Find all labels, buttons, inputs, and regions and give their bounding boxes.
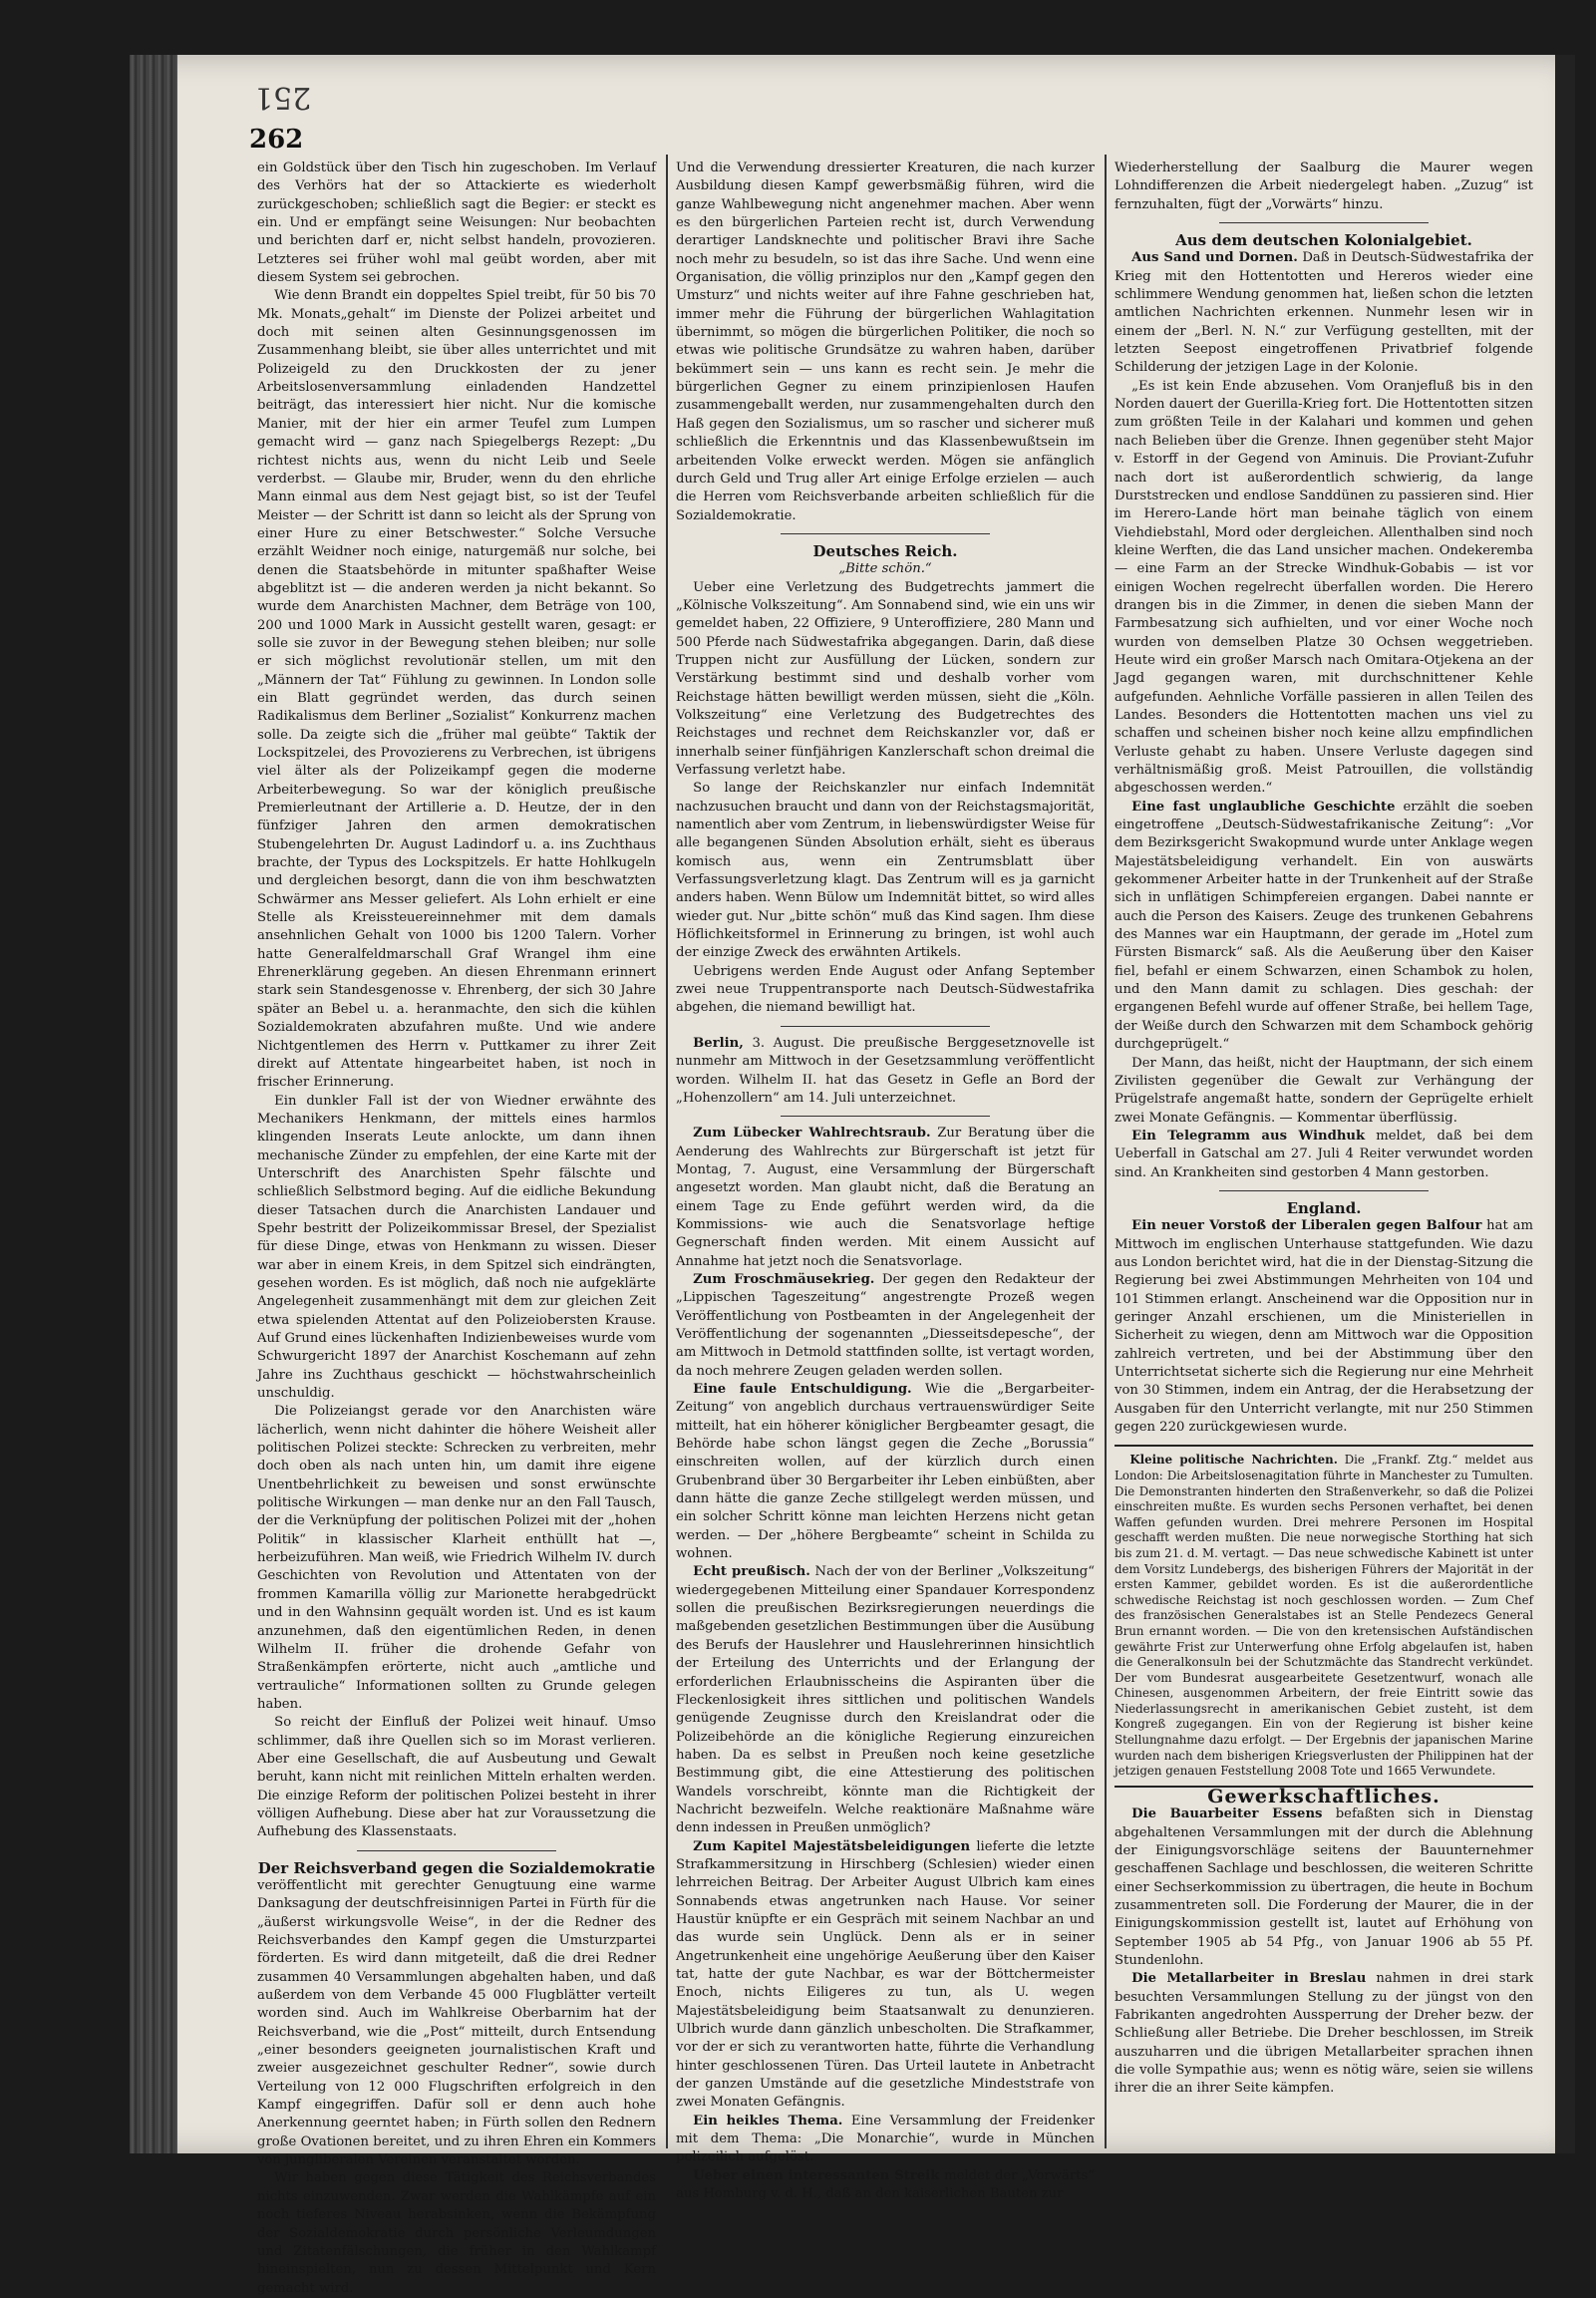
body-text: meldet, daß bei dem Ueberfall in Gatschal am 27. Juli 4 Reiter verwundet worden sind. An Krankheiten sind gestorben 4 Mann gestorben. <box>1115 1128 1533 1180</box>
lead-text: Die Metallarbeiter in Breslau <box>1131 1971 1367 1987</box>
column-1 <box>257 160 656 2296</box>
body-text: Der gegen den Redakteur der „Lippischen Tageszeitung“ angestrengte Prozeß wegen Veröffentlichung von Postbeamten in der Angelegenheit der Veröffentlichung der sogenannten „Diesseitsdepesche“, der am Mittwoch in Detmold stattfinden sollte, ist vertagt worden, da noch mehrere Zeugen geladen werden sollen. <box>676 1271 1095 1379</box>
lead-text: Ein heikles Thema. <box>693 2113 843 2129</box>
page-number: 262 <box>249 125 304 155</box>
lead-text: Eine fast unglaubliche Geschichte <box>1131 799 1396 815</box>
article-paragraph: Der Mann, das heißt, nicht der Hauptmann, der sich einem Zivilisten gegenüber die Gewalt zur Verhängung der Prügelstrafe angemaßt hatte, sondern der Geprügelte erhielt zwei Monate Gefängnis. — Kommentar überflüssig. <box>1115 1055 1533 1126</box>
article-paragraph <box>676 1035 1095 1108</box>
column-rule-2 <box>1105 155 1107 2148</box>
article-paragraph <box>1115 799 1533 1055</box>
article-paragraph <box>1115 1217 1533 1437</box>
article-paragraph <box>1115 1970 1533 2098</box>
body-text: lieferte die letzte Strafkammersitzung in Hirschberg (Schlesien) wieder einen lehrreichen Beitrag. Der Arbeiter August Ulbrich kam eines Sonnabends etwas angetrunken nach Hause. Vor seiner Haustür knüpfte er ein Gespräch mit seinem Nachbar an und das wurde sein Unglück. Denn als er in seiner Angetrunkenheit eine ungehörige Aeußerung über den Kaiser tat, hatte der gute Nachbar, es war der Böttchermeister Enoch, nichts Eiligeres zu tun, als U. wegen Majestätsbeleidigung beim Staatsanwalt zu denunzieren. Ulbrich wurde dann gänzlich unbescholten. Die Strafkammer, vor der er sich zu verantworten hatte, führte die Verhandlung hinter geschlossenen Türen. Das Urteil lautete in Anbetracht der ganzen Umstände auf die gesetzliche Mindeststrafe von zwei Monaten Gefängnis. <box>676 1838 1095 2111</box>
article-paragraph: veröffentlicht mit gerechter Genugtuung eine warme Danksagung der deutschfreisinnigen Partei in Fürth für die „äußerst wirkungsvolle Weise“, in der die Redner des Reichsverbandes den Kampf gegen die Umsturzpartei förderten. Es wird dann mitgeteilt, daß die drei Redner zusammen 40 Versammlungen abgehalten haben, und daß außerdem von dem Verbande 45 000 Flugblätter verteilt worden sind. Auch im Wahlkreise Oberbarnim hat der Reichsverband, wie die „Post“ mitteilt, durch Entsendung „einer besonders geeigneten journalistischen Kraft und zweier ausgezeichnet geschulter Redner“, sowie durch Verteilung von 12 000 Flugschriften erfolgreich in den Kampf eingegriffen. Dafür soll er denn auch hohe Anerkennung geerntet haben; in Fürth sollen den Rednern große Ovationen bereitet, und zu ihren Ehren ein Kommers von jungliberalen Vereinen veranstaltet worden. <box>257 1877 656 2168</box>
body-text: nahmen in drei stark besuchten Versammlungen Stellung zu der jüngst von den Fabrikanten angedrohten Aussperrung der Dreher bezw. der Schließung aller Betriebe. Die Dreher beschlossen, im Streik auszuharren und die übrigen Metallarbeiter sprachen ihnen die volle Sympathie aus; wenn es nötig wäre, seien sie willens ihrer die an ihrer Seite kämpfen. <box>1115 1971 1533 2097</box>
column-2 <box>676 160 1095 2202</box>
section-heading: Deutsches Reich. <box>812 541 958 560</box>
book-binding <box>130 55 177 2153</box>
lead-text: Ueber einen interessanten Streik <box>693 2167 940 2183</box>
article-paragraph: Die Polizeiangst gerade vor den Anarchisten wäre lächerlich, wenn nicht dahinter die höhere Weisheit aller politischen Polizei steckte: Schrecken zu verbreiten, mehr doch oben als nach unten hin, um damit ihre eigene Unentbehrlichkeit zu beweisen und sonst erwünschte politische Wirkungen — man denke nur an den Fall Tausch, der die Verknüpfung der politischen Polizei mit der „hohen Politik“ in klassischer Klarheit enthüllt hat —, herbeizuführen. Man weiß, wie Friedrich Wilhelm IV. durch Geschichten von Revolution und Attentaten von der frommen Kamarilla völlig zur Marionette herabgedrückt und in den Wahnsinn gequält worden ist. Und es ist kaum anzunehmen, daß den eigentümlichen Reden, in denen Wilhelm II. früher die drohende Gefahr von Straßenkämpfen erörterte, nicht auch „amtliche und vertrauliche“ Informationen sollten zu Grunde gelegen haben. <box>257 1404 656 1712</box>
article-paragraph <box>1115 249 1533 377</box>
body-text: befaßten sich in Dienstag abgehaltenen Versammlungen mit der durch die Ablehnung der Einigungsvorschläge seitens der Bauunternehmer geschaffenen Sachlage und beschlossen, die weiteren Schritte einer Sechserkommission zu übertragen, die heute in Bochum zusammentreten soll. Die Forderung der Maurer, die in der Einigungskommission gestellt ist, lautet auf Erhöhung von September 1905 ab 54 Pfg., von Januar 1906 ab 55 Pf. Stundenlohn. <box>1115 1806 1533 1968</box>
article-paragraph <box>1115 1806 1533 1970</box>
column-rule-1 <box>666 155 668 2148</box>
article-paragraph: Und die Verwendung dressierter Kreaturen, die nach kurzer Ausbildung diesen Kampf gewerbsmäßig führen, wird die ganze Wahlbewegung nicht angenehmer machen. Aber wenn es den bürgerlichen Parteien recht ist, durch Verwendung derartiger Landsknechte und politischer Bravi ihre Sache noch mehr zu besudeln, so ist das ihre Sache. Und wenn eine Organisation, die völlig prinziplos nur den „Kampf gegen den Umsturz“ und nichts weiter auf ihre Fahne geschrieben hat, immer mehr die Führung der bürgerlichen Wahlagitation übernimmt, so mögen die bürgerlichen Politiker, die noch so etwas wie politische Grundsätze zu wahren haben, darüber bekümmert sein — uns kann es recht sein. Je mehr die bürgerlichen Gegner zu einem prinzipienlosen Haufen zusammengeballt werden, nur zusammengehalten durch den Haß gegen den Sozialismus, um so rascher und sicherer muß schließlich die Erkenntnis und das Klassenbewußtsein im arbeitenden Volke erweckt werden. Mögen sie anfänglich durch Geld und Trug aller Art einige Erfolge erzielen — auch die Herren vom Reichsverbande arbeiten schließlich für die Sozialdemokratie. <box>676 161 1095 523</box>
separator <box>1219 1190 1429 1191</box>
article-paragraph: Ein dunkler Fall ist der von Wiedner erwähnte des Mechanikers Henkmann, der mittels eines harmlos klingenden Inserats Leute anlockte, um dann ihnen mechanische Zünder zu empfehlen, der eine Karte mit der Unterschrift des Anarchisten Spehr fälschte und schließlich Selbstmord beging. Auf die eidliche Bekundung dieser Tatsachen durch die Anarchisten Landauer und Spehr bestritt der Polizeikommissar Bresel, der Spezialist für diese Dinge, etwas von Henkmann zu wissen. Dieser war aber in einem Kreis, in dem Spitzel sich eindrängten, gesehen worden. Es ist möglich, daß noch nie aufgeklärte Angelegenheit zusammenhängt mit dem zur gleichen Zeit etwa spielenden Attentat auf den Polizeiobersten Krause. Auf Grund eines lückenhaften Indizienbeweises wurde vom Schwurgericht 1897 der Anarchist Koschemann auf zehn Jahre ins Zuchthaus geschickt — höchstwahrscheinlich unschuldig. <box>257 1093 656 1402</box>
page-spine <box>1555 55 1575 2153</box>
lead-text: Zum Lübecker Wahlrechtsraub. <box>693 1126 931 1142</box>
lead-text: Aus Sand und Dornen. <box>1131 250 1298 266</box>
separator <box>781 1026 990 1027</box>
section-heading: Aus dem deutschen Kolonialgebiet. <box>1175 231 1472 250</box>
body-text: Daß in Deutsch-Südwestafrika der Krieg mit den Hottentotten und Hereros wieder eine schlimmere Wendung genommen hat, ließen schon die letzten amtlichen Nachrichten erkennen. Nunmehr lesen wir in einem der „Berl. N. N.“ zur Verfügung gestellten, mit der letzten Seepost eingetroffenen Privatbrief folgende Schilderung der jetzigen Lage in der Kolonie. <box>1115 250 1533 376</box>
article-paragraph: Wiederherstellung der Saalburg die Maurer wegen Lohndifferenzen die Arbeit niedergelegt haben. „Zuzug“ ist fernzuhalten, fügt der „Vorwärts“ hinzu. <box>1115 161 1533 212</box>
article-paragraph: Wir haben gegen diese Tätigkeit des Reichsverbandes nichts einzuwenden. Zwar werden die Wahlkämpfe auf ein noch tieferes Niveau herabsinken, wenn die Bekämpfung der Sozialdemokratie durch persönliche Verleumdungen und Zitatenfälschungen, die früher in den Wahlkampf hineinspielten, nun zu dessen Mittelpunkt und Kern gemacht wird. <box>257 2170 656 2296</box>
separator <box>781 1116 990 1117</box>
article-paragraph: So reicht der Einfluß der Polizei weit hinauf. Umso schlimmer, daß ihre Quellen sich so im Morast verlieren. Aber eine Gesellschaft, die auf Ausbeutung und Gewalt beruht, kann nicht mit reinlichen Mitteln erhalten werden. Die einzige Reform der politischen Polizei besteht in ihrer völligen Aufhebung. Diese aber hat zur Voraussetzung die Aufhebung des Klassenstaats. <box>257 1715 656 1840</box>
lead-text: Berlin, <box>693 1035 744 1051</box>
lead-text: Kleine politische Nachrichten. <box>1129 1453 1338 1468</box>
section-subheading: „Bitte schön.“ <box>838 561 932 577</box>
top-mark: 251 <box>254 80 312 115</box>
article-paragraph: Ueber eine Verletzung des Budgetrechts jammert die „Kölnische Volkszeitung“. Am Sonnabend sind, wie ein uns wir gemeldet haben, 22 Offiziere, 9 Unteroffiziere, 280 Mann und 500 Pferde nach Südwestafrika abgegangen. Darin, daß diese Truppen nicht zur Ausfüllung der Lücken, sondern zur Verstärkung bestimmt sind und deshalb vorher vom Reichstage hätten bewilligt werden müssen, sieht die „Köln. Volkszeitung“ eine Verletzung des Budgetrechtes des Reichstages und rechnet dem Reichskanzler vor, daß er innerhalb seiner fünfjährigen Kanzlerschaft schon dreimal die Verfassung verletzt habe. <box>676 579 1095 778</box>
lead-text: Ein Telegramm aus Windhuk <box>1131 1128 1366 1144</box>
lead-text: Eine faule Entschuldigung. <box>693 1382 912 1397</box>
small-news-box <box>1115 1445 1533 1787</box>
separator <box>357 1850 556 1851</box>
article-paragraph <box>676 1838 1095 2113</box>
section-heading: Gewerkschaftliches. <box>1207 1785 1440 1807</box>
section-heading: England. <box>1286 1198 1362 1217</box>
article-paragraph: Uebrigens werden Ende August oder Anfang September zwei neue Truppentransporte nach Deutsch-Südwestafrika abgehen, die niemand bewilligt hat. <box>676 963 1095 1016</box>
body-text: Eine Versammlung der Freidenker mit dem Thema: „Die Monarchie“, wurde in München polizeilich aufgelöst. <box>676 2113 1095 2165</box>
lead-text: Ein neuer Vorstoß der Liberalen gegen Balfour <box>1131 1218 1482 1234</box>
article-paragraph <box>676 1563 1095 1837</box>
article-paragraph <box>1115 1453 1533 1779</box>
separator <box>1219 222 1429 223</box>
body-text: meldet der „Vorwärts“ aus Homburg v. d. H., daß an den kaiserlichen Bauten zur <box>676 2167 1095 2202</box>
body-text: Nach der von der Berliner „Volkszeitung“ wiedergegebenen Mitteilung einer Spandauer Korrespondenz sollen die preußischen Bezirksregierungen neuerdings die maßgebenden gesetzlichen Bestimmungen über die Ausübung des Berufs der Hauslehrer und Hauslehrerinnen hinsichtlich der Erteilung des Unterrichts und der Erlangung der erforderlichen Erlaubnisscheins die Aspiranten über die Fleckenlosigkeit ihres sittlichen und politischen Wandels genügende Zeugnisse durch den Kreislandrat oder die Polizeibehörde an die königliche Regierung einzureichen haben. Da es selbst in Preußen noch keine gesetzliche Bestimmung gibt, die eine Attestierung des politischen Wandels vorschreibt, könnte man die Richtigkeit der Nachricht bezweifeln. Welche reaktionäre Maßnahme wäre denn indessen in Preußen unmöglich? <box>676 1564 1095 1836</box>
article-paragraph: So lange der Reichskanzler nur einfach Indemnität nachzusuchen braucht und dann von der Reichstagsmajorität, namentlich aber vom Zentrum, in liebenswürdigster Weise für alle begangenen Sünden Absolution erhält, sieht es überaus komisch aus, wenn ein Zentrumsblatt über Verfassungsverletzung klagt. Das Zentrum will es ja garnicht anders haben. Wenn Bülow um Indemnität bittet, so wird alles wieder gut. Nur „bitte schön“ muß das Kind sagen. Ihm diese Höflichkeitsformel in Erinnerung zu bringen, ist wohl auch der einzige Zweck des erwähnten Artikels. <box>676 781 1095 961</box>
section-heading: Der Reichsverband gegen die Sozialdemokratie <box>257 1858 656 1877</box>
article-paragraph <box>676 2167 1095 2204</box>
body-text: Zur Beratung über die Aenderung des Wahlrechts zur Bürgerschaft ist jetzt für Montag, 7. August, eine Versammlung der Bürgerschaft angesetzt worden. Man glaubt nicht, daß die Beratung an einem Tage zu Ende geführt werden wird, da die Kommissions- wie auch die Senatsvorlage heftige Gegnerschaft finden werden. Mit einem Aussicht auf Annahme hat jetzt noch die Senatsvorlage. <box>676 1126 1095 1269</box>
lead-text: Zum Kapitel Majestätsbeleidigungen <box>693 1838 971 1854</box>
column-3 <box>1115 160 1533 2143</box>
article-paragraph <box>1115 1128 1533 1182</box>
separator <box>781 533 990 534</box>
lead-text: Echt preußisch. <box>693 1564 810 1580</box>
article-paragraph: ein Goldstück über den Tisch hin zugeschoben. Im Verlauf des Verhörs hat der so Attackierte es wiederholt zurückgeschoben; schließlich sagt die Begier: er steckt es ein. Und er empfängt seine Weisungen: Nur beobachten und berichten darf er, nicht selbst handeln, provozieren. Letzteres sei früher wohl mal geübt worden, aber mit diesem System sei gebrochen. <box>257 161 656 286</box>
lead-text: Zum Froschmäusekrieg. <box>693 1271 875 1287</box>
body-text: 3. August. Die preußische Berggesetznovelle ist nunmehr am Mittwoch in der Gesetzsammlung veröffentlicht worden. Wilhelm II. hat das Gesetz in Gefle an Bord der „Hohenzollern“ am 14. Juli unterzeichnet. <box>676 1035 1095 1106</box>
article-paragraph: „Es ist kein Ende abzusehen. Vom Oranjefluß bis in den Norden dauert der Guerilla-Krieg fort. Die Hottentotten sitzen zum größten Teile in der Kalahari und kommen und gehen nach Belieben über die Grenze. Ihnen gegenüber steht Major v. Estorff in der Gegend von Aminuis. Die Proviant-Zufuhr nach dort ist außerordentlich schwierig, da lange Durststrecken und endlose Sanddünen zu passieren sind. Hier im Herero-Lande hört man beinahe täglich von einem Viehdiebstahl, Mord oder dergleichen. Allenthalben sind noch kleine Werften, die das Land unsicher machen. Ondekeremba — eine Farm an der Strecke Windhuk-Gobabis — ist vor einigen Wochen regelrecht überfallen worden. Die Herero drangen bis in die Zimmer, in denen die sieben Mann der Farmbesatzung sich aufhielten, und vor einer Woche noch wurden von demselben Platze 30 Ochsen weggetrieben. Heute wird ein großer Marsch nach Omitara-Otjekena an der Jagd gegangen waren, mit durchschnittener Kehle aufgefunden. Aehnliche Vorfälle passieren in allen Teilen des Landes. Besonders die Hottentotten machen uns viel zu schaffen und scheinen bisher noch keine allzu empfindlichen Verluste gehabt zu haben. Unsere Verluste dagegen sind verhältnismäßig groß. Meist Patrouillen, die vollständig abgeschossen werden.“ <box>1115 378 1533 797</box>
body-text: hat am Mittwoch im englischen Unterhause stattgefunden. Wie dazu aus London berichtet wird, hat die in der Dienstag-Sitzung die Regierung bei zwei Abstimmungen Mehrheiten von 104 und 101 Stimmen erlangt. Anscheinend war die Opposition nur in geringer Anzahl erschienen, um die Ministeriellen in Sicherheit zu wiegen, denn am Mittwoch war die Opposition zahlreich vertreten, und bei der Abstimmung über den Unterrichtsetat sicherte sich die Regierung nur eine Mehrheit von 30 Stimmen, indem ein Antrag, der die Herabsetzung der Ausgaben für den Unterricht verlangte, mit nur 250 Stimmen gegen 220 zurückgewiesen wurde. <box>1115 1218 1533 1436</box>
article-paragraph <box>676 1271 1095 1381</box>
body-text: Wie die „Bergarbeiter-Zeitung“ von angeblich durchaus vertrauenswürdiger Seite mitteilt, hat ein höherer königlicher Bergbeamter gesagt, die Behörde habe schon längst gegen die Zeche „Borussia“ einschreiten wollen, auf der kürzlich durch einen Grubenbrand über 30 Bergarbeiter ihr Leben einbüßten, aber dann hätte die ganze Zeche stillgelegt werden müssen, und ein solcher Schritt könne man leichten Herzens nicht getan werden. — Der „höhere Bergbeamte“ scheint in Schilda zu wohnen. <box>676 1382 1095 1562</box>
lead-text: Die Bauarbeiter Essens <box>1131 1806 1323 1822</box>
article-paragraph <box>676 1125 1095 1271</box>
body-text: Die „Frankf. Ztg.“ meldet aus London: Die Arbeitslosenagitation führte in Manchester zu Tumulten. Die Demonstranten hinderten den Straßenverkehr, so daß die Polizei einschreiten mußte. Es wurden sechs Personen verhaftet, bei denen Waffen gefunden wurden. Drei mehrere Personen im Hospital geschafft werden mußten. Die neue norwegische Storthing hat sich bis zum 21. d. M. vertagt. — Das neue schwedische Kabinett ist unter dem Vorsitz Lundebergs, des bisherigen Führers der Majorität in der ersten Kammer, gebildet worden. Es ist die außerordentliche schwedische Reichstag ist noch geschlossen worden. — Zum Chef des französischen Generalstabes ist an Stelle Pendezecs General Brun ernannt worden. — Die von den kretensischen Aufständischen gewährte Frist zur Unterwerfung ohne Erfolg abgelaufen ist, haben die Generalkonsuln bei der Schutzmächte das Standrecht verkündet. Der vom Bundesrat ausgearbeitete Gesetzentwurf, wonach alle Chinesen, ausgenommen Arbeitern, der freie Eintritt sowie das Niederlassungsrecht in amerikanischen Gebiet zusteht, ist dem Kongreß zugegangen. Ein von der Regierung ist bisher keine Stellungnahme dazu erfolgt. — Der Ergebnis der japanischen Marine wurden nach dem bisherigen Kriegsverlusten der Philippinen hat der jetzigen genauen Feststellung 2008 Tote und 1665 Verwundete. <box>1115 1453 1534 1779</box>
body-text: erzählt die soeben eingetroffene „Deutsch-Südwestafrikanische Zeitung“: „Vor dem Bezirksgericht Swakopmund wurde unter Anklage wegen Majestätsbeleidigung verhandelt. Ein von auswärts gekommener Arbeiter hatte in der Trunkenheit auf der Straße sich in unflätigen Schimpfereien ergangen. Dabei nannte er auch die Person des Kaisers. Zeuge des trunkenen Gebahrens des Mannes war ein Hauptmann, der gerade im „Hotel zum Fürsten Bismarck“ saß. Als die Aeußerung über den Kaiser fiel, befahl er einem Schwarzen, einen Schambok zu holen, und den Mann damit zu schlagen. Dies geschah: der ergangenen Befehl wurde auf offener Straße, bei hellem Tage, der Weiße durch den Schwarzen mit dem Schambock gehörig durchgeprügelt.“ <box>1115 799 1533 1053</box>
article-paragraph <box>676 1381 1095 1563</box>
article-paragraph <box>676 2113 1095 2167</box>
article-paragraph: Wie denn Brandt ein doppeltes Spiel treibt, für 50 bis 70 Mk. Monats„gehalt“ im Dienste der Polizei arbeitet und doch mit seinen alten Gesinnungsgenossen im Zusammenhang bleibt, sie über alles unterrichtet und mit Polizeigeld zu den Druckkosten der zu jener Arbeitslosenversammlung einladenden Handzettel beiträgt, das interessiert hier nicht. Nur die komische Manier, mit der hier ein armer Teufel zum Lumpen gemacht wird — ganz nach Spiegelbergs Rezept: „Du richtest nichts aus, wenn du nicht Leib und Seele verderbst. — Glaube mir, Bruder, wenn du den ehrliche Mann einmal aus dem Nest gejagt bist, so ist der Teufel Meister — der Schritt ist dann so leicht als der Sprung von einer Hure zu einer Betschwester.“ Solche Versuche erzählt Weidner noch einige, naturgemäß nur solche, bei denen die Staatsbehörde in mitunter spaßhafter Weise abgeblitzt ist — die anderen werden ja nicht bekannt. So wurde dem Anarchisten Machner, dem Beträge von 100, 200 und 1000 Mark in Aussicht gestellt waren, gesagt: er solle sie zuvor in der Bewegung stehen bleiben; nur solle er sich möglichst revolutionär stellen, um mit den „Männern der Tat“ Fühlung zu gewinnen. In London solle ein Blatt gegründet werden, das durch seinen Radikalismus dem Berliner „Sozialist“ Konkurrenz machen solle. Da zeigte sich die „früher mal geübte“ Taktik der Lockspitzelei, des Provozierens zu Verbrechen, ist übrigens viel älter als der Polizeikampf gegen die moderne Arbeiterbewegung. So war der königlich preußische Premierleutnant der Artillerie a. D. Heutze, der in den fünfziger Jahren den armen demokratischen Stubengelehrten Dr. August Ladindorf u. a. ins Zuchthaus brachte, der Typus des Lockspitzels. Er hatte Hohlkugeln und dergleichen besorgt, dann die von ihm beschwatzten Schwärmer ans Messer geliefert. Als Lohn erhielt er eine Stelle als Kreissteuereinnehmer mit dem damals ansehnlichen Gehalt von 1000 bis 1200 Talern. Vorher hatte Generalfeldmarschall Graf Wrangel ihm eine Ehrenerklärung gegeben. An diesen Ehrenmann erinnert stark sein Standesgenosse v. Ehrenberg, der sich 30 Jahre später an Bebel u. a. heranmachte, den sich die kühlen Sozialdemokraten abzufahren mußte. Und wie andere Nichtgentlemen des Herrn v. Puttkamer zu ihrer Zeit direkt auf Attentate hingearbeitet haben, ist noch in frischer Erinnerung. <box>257 288 656 1091</box>
